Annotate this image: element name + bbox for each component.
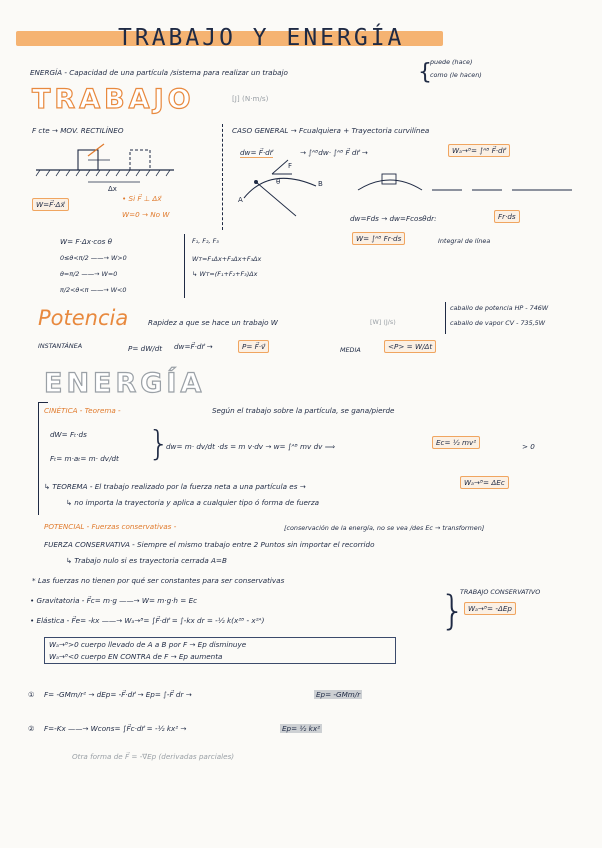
intro-brace-2: como (le hacen) [430, 71, 482, 79]
media-label: MEDIA [340, 346, 361, 354]
case-3: π/2<θ<π ——→ W<0 [60, 286, 127, 294]
ec-box-wrap [432, 438, 480, 447]
ec-box: Ec= ½ mv² [432, 436, 480, 449]
media-box-wrap [384, 342, 436, 351]
item2-num: ② [28, 724, 35, 733]
potencia-unit: [W] (J/s) [370, 318, 396, 326]
w-box-wrap [32, 200, 69, 209]
cos-eq: W= F·Δx·cos θ [60, 237, 113, 246]
si-perp: • Si F⃗ ⊥ Δx⃗ [122, 194, 162, 203]
p-eq: P= dW/dt [128, 344, 163, 353]
p-box: P= F⃗·v⃗ [238, 340, 269, 353]
item2-highlight: Ep= ½ kx² [282, 724, 320, 733]
wt-eq: Wᴛ=F₁Δx+F₂Δx+F₃Δx [192, 255, 262, 263]
sign-line-2: Wₐ→ᴮ<0 cuerpo EN CONTRA de F → Ep aumenta [49, 652, 223, 661]
gradient-note: Otra forma de F⃗ = -∇⃗Ep (derivadas parciales) [72, 752, 235, 761]
dw-integral: → ∫ᴬᴮdw· ∫ᴬᴮ F⃗ dr⃗ → [300, 148, 368, 157]
delta-x-label: Δx [108, 185, 117, 193]
page-title: TRABAJO Y ENERGÍA [118, 25, 405, 51]
brace: { [418, 60, 432, 85]
dw-ft: dW= Fₜ·ds [50, 430, 87, 439]
asterisk-note: * Las fuerzas no tienen por qué ser constantes para ser conservativas [32, 576, 285, 585]
conservativo-label: TRABAJO CONSERVATIVO [460, 588, 541, 596]
dashed-divider [222, 124, 224, 230]
item1-highlight: Ep= -GMm/r [316, 690, 361, 699]
potencia-heading: Potencia [38, 306, 129, 330]
item2-hl-wrap [280, 724, 322, 733]
intro-definition: ENERGÍA - Capacidad de una partícula /sistema para realizar un trabajo [30, 68, 288, 77]
conservativo-box-wrap [464, 604, 516, 613]
item1-num: ① [28, 690, 35, 699]
wt-sum: ↳ Wᴛ=(F₁+F₂+F₃)Δx [192, 270, 258, 278]
cinetica-desc: Según el trabajo sobre la partícula, se gana/pierde [212, 406, 395, 415]
forces: F₁, F₂, F₃ [192, 237, 219, 245]
label-a: A [238, 196, 243, 204]
conservativa: FUERZA CONSERVATIVA - Siempre el mismo trabajo entre 2 Puntos sin importar el recorrido [44, 540, 375, 549]
trabajo-heading: TRABAJO [32, 84, 195, 115]
potencial-title: POTENCIAL - Fuerzas conservativas - [44, 522, 177, 531]
teorema-box-wrap [460, 478, 509, 487]
cerrado: ↳ Trabajo nulo si es trayectoria cerrada A=B [66, 556, 227, 565]
teorema: ↳ TEOREMA - El trabajo realizado por la fuerza neta a una partícula es → [44, 482, 306, 491]
grav-line: • Gravitatoria - F⃗c= m·g ——→ W= m·g·h = Ec [30, 596, 198, 605]
path-arrows-diagram [352, 168, 582, 208]
trabajo-unit: [J] (N·m/s) [232, 94, 269, 103]
instant-label: INSTANTÁNEA [38, 342, 83, 350]
f-cte-line: F cte → MOV. RECTILÍNEO [32, 126, 124, 135]
w-int-box: W= ∫ᴬᴮ Fr·ds [352, 232, 405, 245]
potencia-def: Rapidez a que se hace un trabajo W [148, 318, 278, 327]
energia-heading: ENERGÍA [44, 368, 206, 399]
dw-fds: dw=Fds → dw=Fcosθdr: [350, 214, 437, 223]
media-box: <P> = W/Δt [384, 340, 436, 353]
cv-note: caballo de vapor CV - 735,5W [450, 319, 546, 327]
teorema-note: ↳ no importa la trayectoria y aplica a cualquier tipo ó forma de fuerza [66, 498, 320, 507]
energia-bracket [38, 402, 48, 515]
conservativo-box: Wₐ→ᴮ= -ΔEp [464, 602, 516, 615]
item2: F=-Kx ——→ Wcons= ∫F⃗c·dr⃗ = -½ kx² → [44, 724, 187, 733]
elast-line: • Elástica - F⃗e= -kx ——→ Wₐ→ᴮ= ∫F⃗·dr⃗ = ∫-kx dr = -½ k(x²ᴮ - x²ᴬ) [30, 616, 265, 625]
case-1: 0≤θ<π/2 ——→ W>0 [60, 254, 127, 262]
cinetica-chain: dw= m· dv/dt ·ds = m v·dv → w= ∫ᴬᴮ mv dv ⟹ [166, 442, 335, 451]
case-2: θ=π/2 ——→ W=0 [60, 270, 118, 278]
w-zero: W=0 → No W [122, 210, 170, 219]
label-b: B [318, 180, 323, 188]
integral-label: Integral de línea [438, 237, 491, 245]
p-dw: dw=F⃗·dr⃗ → [174, 342, 213, 351]
divider [184, 234, 185, 298]
cinetica-brace: } [148, 424, 170, 464]
label-f: F [288, 162, 293, 170]
dw-box: Wₐ→ᴮ= ∫ᴬᴮ F⃗·dr⃗ [448, 144, 510, 157]
block-diagram [34, 136, 184, 196]
w-box: W=F⃗·Δx⃗ [32, 198, 69, 211]
cinetica-title: CINÉTICA - Teorema - [44, 406, 121, 415]
w-int-wrap [352, 234, 405, 243]
fr-ds-box: Fr·ds [494, 210, 520, 223]
item1: F= -GMm/r² → dEp= -F⃗·dr⃗ → Ep= ∫-F⃗ dr → [44, 690, 192, 699]
dw-box-wrap [448, 146, 510, 155]
intro-brace-1: puede (hace) [430, 58, 473, 66]
p-box-wrap [238, 342, 269, 351]
sign-line-1: Wₐ→ᴮ>0 cuerpo llevado de A a B por F → Ep disminuye [49, 640, 247, 649]
fr-ds-wrap [494, 212, 520, 221]
potencia-divider [445, 302, 446, 334]
caso-general: CASO GENERAL → Fcualquiera + Trayectoria curvilínea [232, 126, 430, 135]
curved-path-diagram [236, 162, 346, 232]
teorema-box: Wₐ→ᴮ= ΔEc [460, 476, 509, 489]
dw-general: dw= F⃗·dr⃗ [240, 148, 273, 157]
sign-box [44, 637, 396, 664]
potencial-note: [conservación de la energía, no se vea /des Ec → transformen] [284, 524, 485, 532]
label-theta: θ [276, 178, 281, 186]
conservativo-brace: } [440, 588, 466, 634]
hp-note: caballo de potencia HP - 746W [450, 304, 549, 312]
ft-eq: Fₜ= m·aₜ= m· dv/dt [50, 454, 119, 463]
ec-gt-zero: > 0 [522, 442, 535, 451]
item1-hl-wrap [314, 690, 362, 699]
